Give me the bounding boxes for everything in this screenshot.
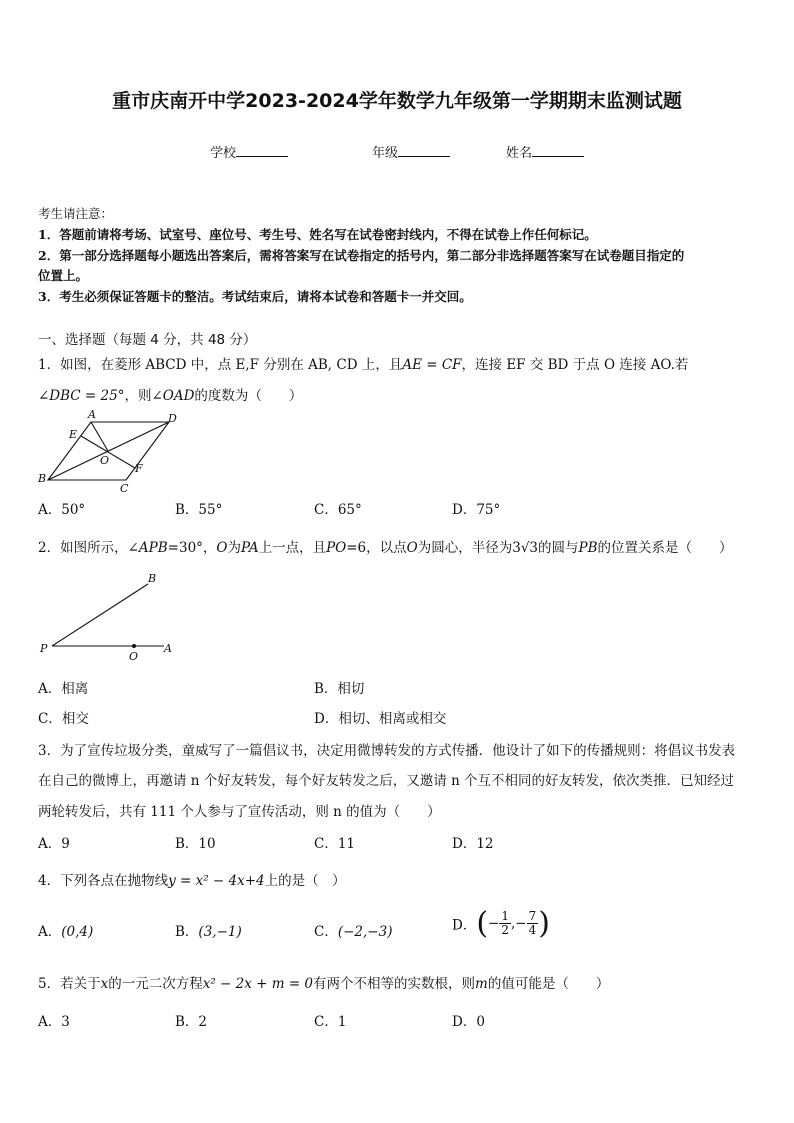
question-3-line-1: 3．为了宣传垃圾分类，童威写了一篇倡议书，决定用微博转发的方式传播．他设计了如下的传播规则：将倡议书发表: [38, 743, 736, 759]
question-3-line-3: 两轮转发后，共有 111 个人参与了宣传活动，则 n 的值为（ ）: [38, 804, 441, 820]
point-label-o: O: [129, 650, 139, 663]
point-label-a: A: [164, 642, 172, 655]
point-label-e: E: [69, 428, 78, 441]
q3-option-b: B．10: [175, 836, 216, 852]
q1-option-c: C．65°: [314, 502, 362, 518]
q4-option-b: B．(3,−1): [175, 924, 242, 940]
q5-option-d: D．0: [452, 1014, 485, 1030]
question-3-line-2: 在自己的微博上，再邀请 n 个好友转发，每个好友转发之后，又邀请 n 个互不相同的好友转发，依次类推．已知经过: [38, 773, 735, 789]
q2-option-d: D．相切、相离或相交: [314, 711, 447, 727]
q1-option-b: B．55°: [175, 502, 223, 518]
q2-option-a: A．相离: [38, 681, 89, 697]
rhombus-figure: [34, 408, 184, 494]
point-label-b: B: [148, 572, 157, 585]
point-label-p: P: [40, 642, 48, 655]
question-1-line-1: 1．如图，在菱形 ABCD 中，点 E,F 分别在 AB, CD 上，且AE = CF，连接 EF 交 BD 于点 O 连接 AO.若: [38, 357, 689, 373]
grade-field: [372, 142, 450, 161]
q5-option-a: A．3: [38, 1014, 70, 1030]
q1-option-a: A．50°: [38, 502, 86, 518]
q5-option-c: C．1: [314, 1014, 347, 1030]
notice-item: 位置上。: [38, 268, 89, 283]
grade-label: 年级: [372, 146, 399, 161]
angle-figure: [36, 566, 186, 664]
question-5-text: 5．若关于x的一元二次方程x² − 2x + m = 0有两个不相等的实数根，则m的值可能是（ ）: [38, 976, 610, 992]
q5-option-b: B．2: [175, 1014, 208, 1030]
section-heading: 一、选择题（每题 4 分，共 48 分）: [38, 332, 257, 348]
vertex-label-a: A: [88, 408, 96, 421]
q3-option-c: C．11: [314, 836, 356, 852]
q4-option-a: A．(0,4): [38, 924, 94, 940]
q2-option-b: B．相切: [314, 681, 365, 697]
q3-option-a: A．9: [38, 836, 70, 852]
notice-item: 2．第一部分选择题每小题选出答案后，需将答案写在试卷指定的括号内，第二部分非选择题答案写在试卷题目指定的: [38, 248, 685, 263]
vertex-label-c: C: [120, 482, 129, 494]
notice-item: 1．答题前请将考场、试室号、座位号、考生号、姓名写在试卷密封线内，不得在试卷上作任何标记。: [38, 227, 597, 242]
school-label: 学校: [210, 146, 237, 161]
question-4-text: 4．下列各点在抛物线y = x² − 4x+4上的是（ ）: [38, 873, 346, 889]
point-label-f: F: [135, 462, 143, 475]
vertex-label-d: D: [168, 412, 177, 425]
question-1-line-2: ∠DBC = 25°，则∠OAD的度数为（ ）: [38, 388, 303, 404]
point-label-o: O: [100, 454, 110, 467]
page-title: 重市庆南开中学2023-2024学年数学九年级第一学期期末监测试题: [112, 90, 682, 112]
name-field: [506, 142, 584, 161]
q4-option-c: C．(−2,−3): [314, 924, 393, 940]
question-2-text: 2．如图所示，∠APB=30°，O为PA上一点，且PO=6，以点O为圆心，半径为3√3的圆与PB的位置关系是（ ）: [38, 540, 733, 556]
q2-option-c: C．相交: [38, 711, 89, 727]
vertex-label-b: B: [38, 472, 47, 485]
q1-option-d: D．75°: [452, 502, 501, 518]
name-label: 姓名: [506, 146, 533, 161]
notice-item: 3．考生必须保证答题卡的整洁。考试结束后，请将本试卷和答题卡一并交回。: [38, 289, 472, 304]
q3-option-d: D．12: [452, 836, 494, 852]
school-field: [210, 142, 288, 161]
notice-header: 考生请注意：: [38, 206, 114, 221]
q4-option-d: D．(− $\frac{1}{2}$ ,− $\frac{7}{4}$ ): [452, 906, 550, 941]
